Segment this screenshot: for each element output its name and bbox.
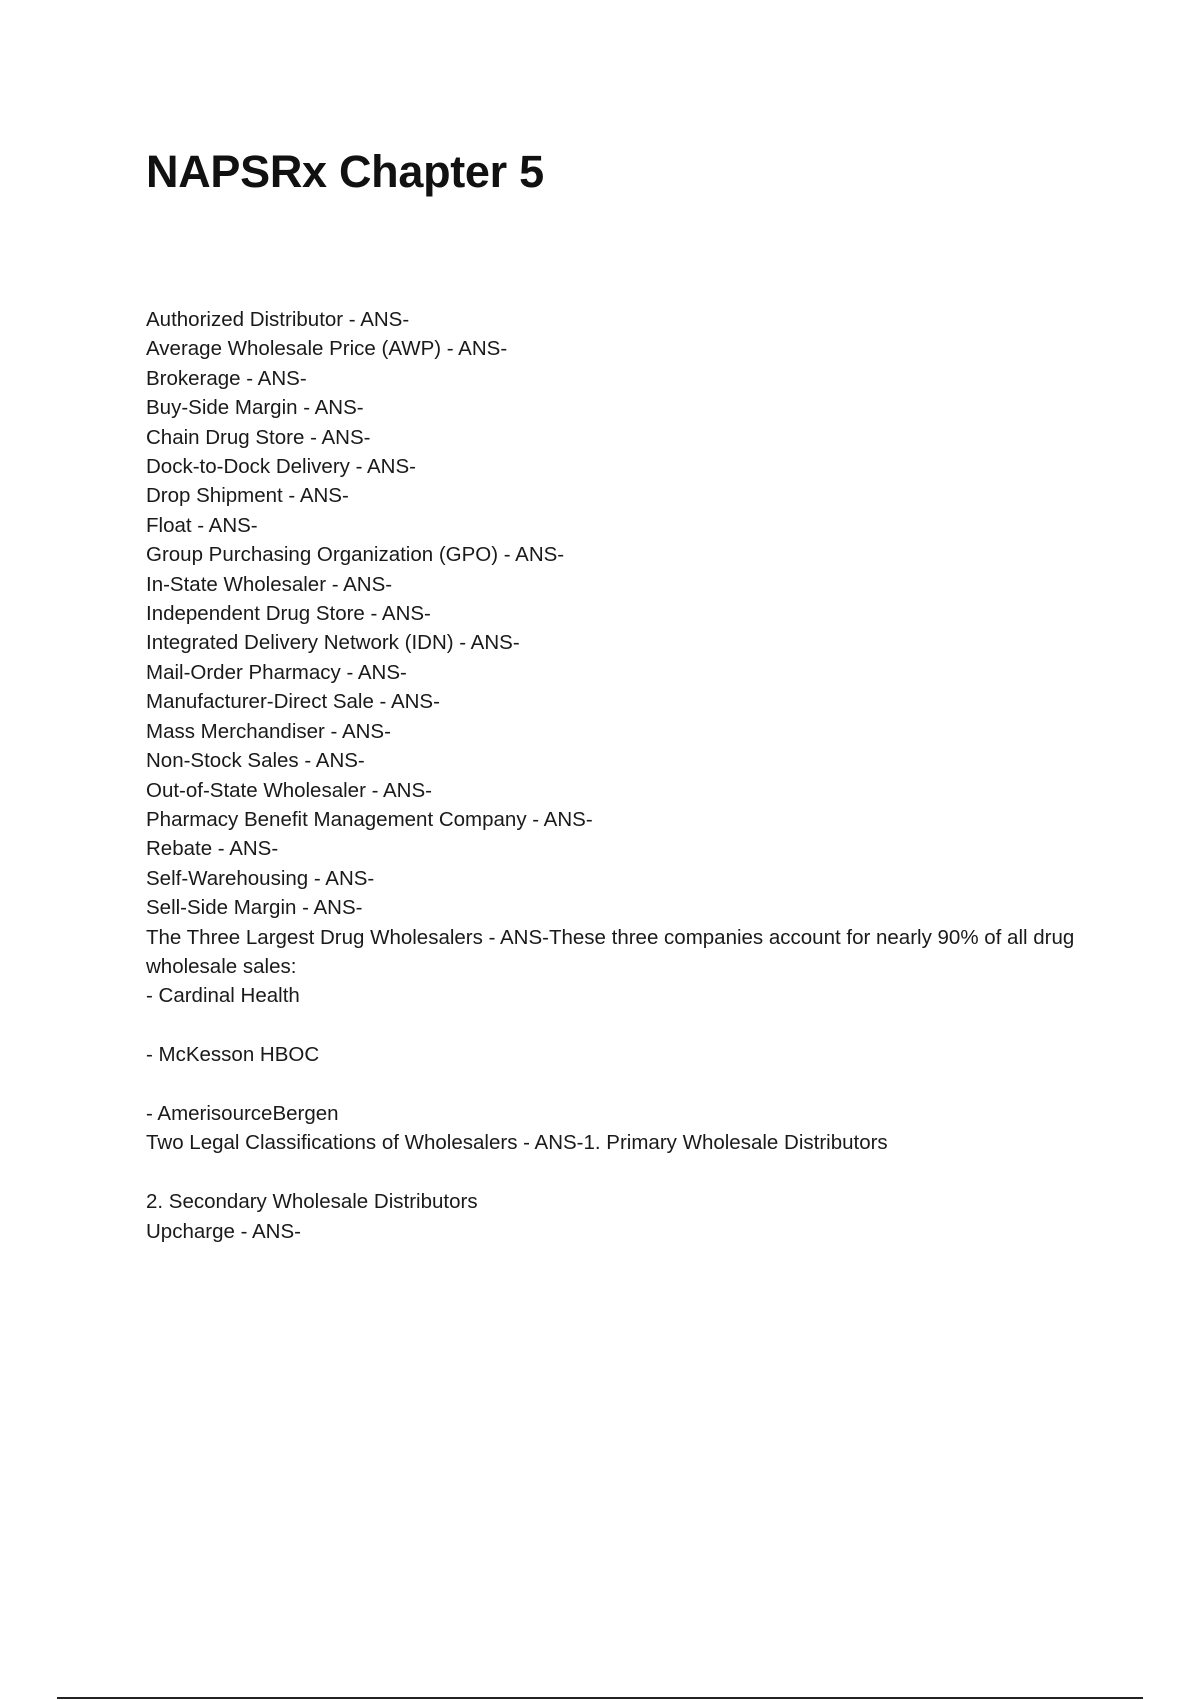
list-item: Brokerage - ANS- (146, 366, 307, 390)
list-item: Mass Merchandiser - ANS- (146, 719, 391, 743)
list-item: Non-Stock Sales - ANS- (146, 749, 365, 773)
list-item: Integrated Delivery Network (IDN) - ANS- (146, 631, 520, 655)
list-item: Group Purchasing Organization (GPO) - ANS- (146, 543, 565, 567)
list-item: Dock-to-Dock Delivery - ANS- (146, 455, 416, 479)
list-item: Mail-Order Pharmacy - ANS- (146, 660, 407, 684)
footer-divider (57, 1697, 1143, 1699)
list-item: Chain Drug Store - ANS- (146, 425, 371, 449)
list-item: - AmerisourceBergen (146, 1101, 339, 1125)
list-item: - Cardinal Health (146, 984, 300, 1008)
list-item: In-State Wholesaler - ANS- (146, 572, 393, 596)
blank-line (146, 1070, 1086, 1099)
list-item: Buy-Side Margin - ANS- (146, 396, 364, 420)
blank-line (146, 1011, 1086, 1040)
blank-line (146, 1158, 1086, 1187)
list-item: Self-Warehousing - ANS- (146, 866, 375, 890)
list-item: Upcharge - ANS- (146, 1219, 301, 1243)
list-item: The Three Largest Drug Wholesalers - ANS-These three companies account for nearly 90% of all drug wholesale sales: (146, 925, 1075, 978)
list-item: Two Legal Classifications of Wholesalers - ANS-1. Primary Wholesale Distributors (146, 1131, 888, 1155)
list-item: Float - ANS- (146, 513, 258, 537)
list-item: 2. Secondary Wholesale Distributors (146, 1190, 478, 1214)
page-title: NAPSRx Chapter 5 (146, 146, 544, 197)
list-item: Pharmacy Benefit Management Company - ANS- (146, 807, 593, 831)
list-item: Rebate - ANS- (146, 837, 279, 861)
list-item: Manufacturer-Direct Sale - ANS- (146, 690, 440, 714)
list-item: Out-of-State Wholesaler - ANS- (146, 778, 432, 802)
list-item: Authorized Distributor - ANS- (146, 308, 410, 331)
list-item: Drop Shipment - ANS- (146, 484, 349, 508)
document-body (146, 305, 1086, 1246)
list-item: - McKesson HBOC (146, 1043, 320, 1067)
list-item: Average Wholesale Price (AWP) - ANS- (146, 337, 508, 361)
list-item: Sell-Side Margin - ANS- (146, 896, 363, 920)
list-item: Independent Drug Store - ANS- (146, 602, 431, 626)
